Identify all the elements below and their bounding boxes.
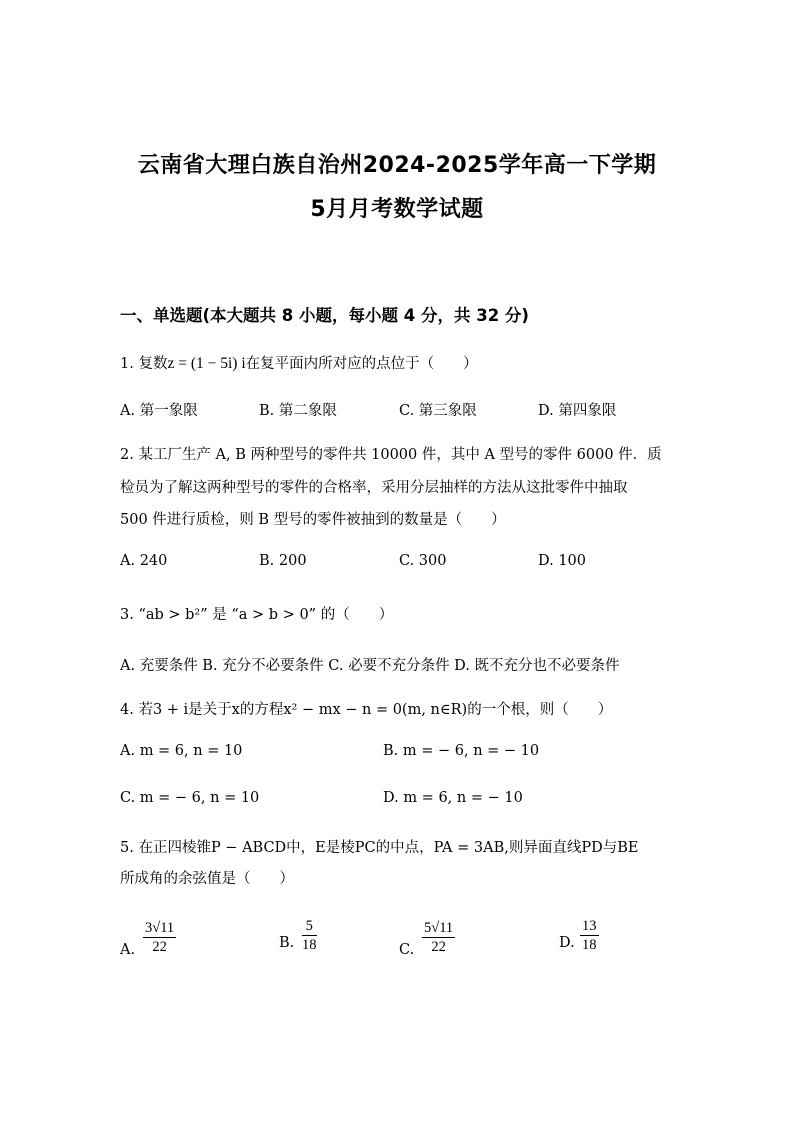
fraction-denominator: 22 bbox=[431, 939, 446, 955]
fraction-numerator: 5 bbox=[302, 918, 317, 936]
question-5-option-c-label: C. bbox=[399, 942, 415, 958]
section-heading: 一、单选题(本大题共 8 小题，每小题 4 分，共 32 分) bbox=[120, 306, 529, 325]
question-5-option-a-fraction bbox=[143, 920, 176, 955]
question-5-option-b-label: B. bbox=[279, 935, 295, 951]
fraction-numerator: 13 bbox=[582, 918, 597, 934]
fraction-numerator: 3√11 bbox=[145, 920, 175, 936]
question-5-option-d-fraction bbox=[580, 918, 599, 953]
question-5-option-a-label: A. bbox=[120, 942, 136, 958]
exam-title-line1: 云南省大理白族自治州2024-2025学年高一下学期 bbox=[137, 153, 657, 178]
question-5-option-d-label: D. bbox=[559, 935, 575, 951]
question-2-option-d: D. 100 bbox=[538, 553, 587, 569]
question-4-option-b: B. m = − 6, n = − 10 bbox=[383, 743, 540, 759]
fraction-denominator: 22 bbox=[152, 939, 167, 955]
question-3-options: A. 充要条件 B. 充分不必要条件 C. 必要不充分条件 D. 既不充分也不必要条件 bbox=[120, 658, 620, 674]
math-expression: z = (1 − 5i) i bbox=[167, 355, 246, 372]
question-2-stem-line1: 2. 某工厂生产 A, B 两种型号的零件共 10000 件，其中 A 型号的零件 6000 件．质 bbox=[120, 447, 662, 463]
question-5-stem-line2: 所成角的余弦值是（ ） bbox=[120, 871, 294, 887]
question-3-stem: 3. “ab > b²” 是 “a > b > 0” 的（ ） bbox=[120, 607, 394, 623]
question-2-option-b: B. 200 bbox=[259, 553, 307, 569]
question-1-option-b: B. 第二象限 bbox=[259, 403, 337, 419]
question-1-stem: 1. 复数z = (1 − 5i) i在复平面内所对应的点位于（ ） bbox=[120, 355, 478, 372]
question-2-option-a: A. 240 bbox=[120, 553, 168, 569]
question-1-option-d: D. 第四象限 bbox=[538, 403, 617, 419]
question-2-stem-line3: 500 件进行质检，则 B 型号的零件被抽到的数量是（ ） bbox=[120, 512, 506, 528]
question-5-option-b-fraction bbox=[302, 918, 317, 953]
fraction-denominator: 18 bbox=[582, 937, 597, 953]
question-5-option-c-fraction bbox=[422, 920, 455, 955]
question-1-option-a: A. 第一象限 bbox=[120, 403, 198, 419]
question-2-option-c: C. 300 bbox=[399, 553, 447, 569]
question-4-stem: 4. 若3 + i是关于x的方程x² − mx − n = 0(m, n∈R)的一个根，则（ ） bbox=[120, 702, 613, 718]
question-1-option-c: C. 第三象限 bbox=[399, 403, 477, 419]
question-5-stem-line1: 5. 在正四棱锥P − ABCD中，E是棱PC的中点，PA = 3AB,则异面直线PD与BE bbox=[120, 840, 639, 856]
exam-title-line2: 5月月考数学试题 bbox=[310, 197, 484, 222]
question-4-option-d: D. m = 6, n = − 10 bbox=[383, 790, 523, 806]
question-2-stem-line2: 检员为了解这两种型号的零件的合格率，采用分层抽样的方法从这批零件中抽取 bbox=[120, 480, 628, 496]
fraction-denominator: 18 bbox=[302, 937, 317, 953]
question-4-option-c: C. m = − 6, n = 10 bbox=[120, 790, 260, 806]
question-4-option-a: A. m = 6, n = 10 bbox=[120, 743, 243, 759]
fraction-numerator: 5√11 bbox=[424, 920, 454, 936]
